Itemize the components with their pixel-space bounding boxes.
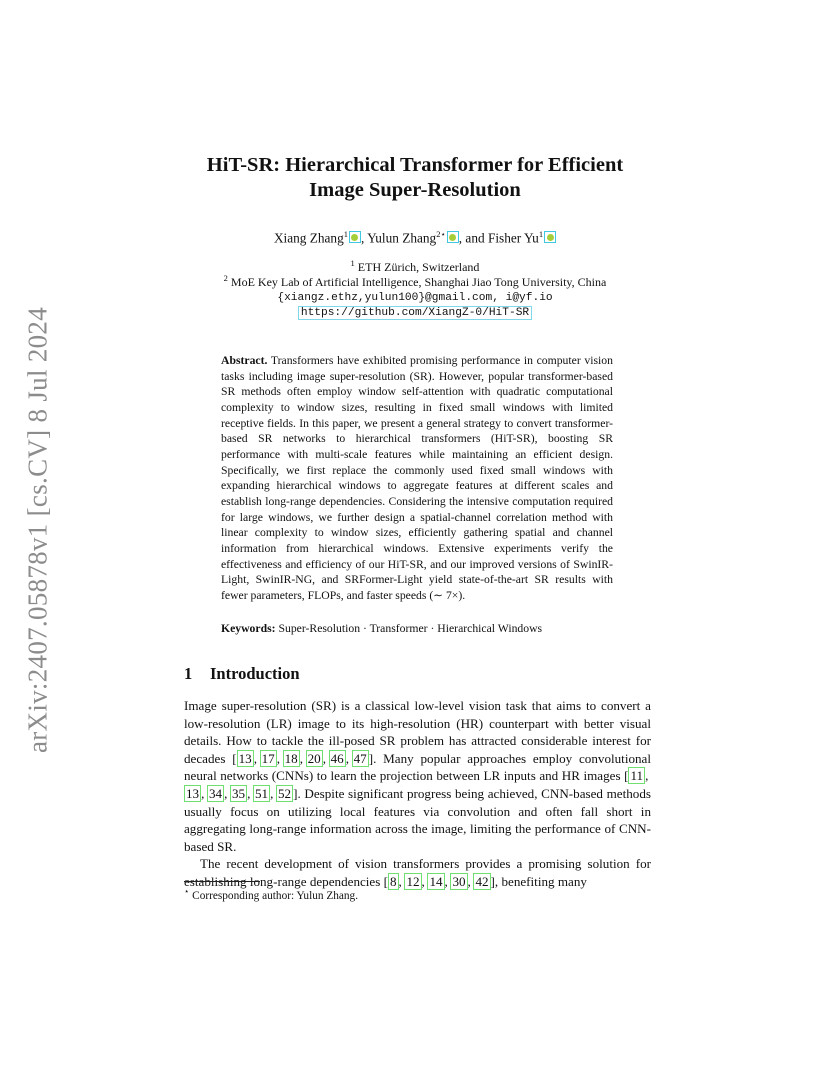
citation-link[interactable]: 30 xyxy=(452,873,466,889)
citation-link[interactable]: 35 xyxy=(232,785,246,801)
author-separator: , xyxy=(360,230,368,246)
citation-link[interactable]: 8 xyxy=(390,873,397,889)
citation-link[interactable]: 51 xyxy=(255,785,269,801)
abstract-text: Transformers have exhibited promising performance in computer vision tasks including image super-resolution (SR). However, popular transformer-based SR methods often employ window self-attention with quadratic computational complexity to window sizes, resulting in fixed small windows with limited receptive fields. In this paper, we present a general strategy to convert transformer-based SR networks to hierarchical transformers (HiT-SR), boosting SR performance with multi-scale features while maintaining an efficient design. Specifically, we first replace the commonly used fixed small windows with expanding hierarchical windows to aggregate features at different scales and establish long-range dependencies. Considering the intensive computation required for large windows, we further design a spatial-channel correlation method with linear complexity to window sizes, efficiently gathering spatial and channel information from hierarchical windows. Extensive experiments verify the effectiveness and efficiency of our HiT-SR, and our improved versions of SwinIR-Light, SwinIR-NG, and SRFormer-Light yield state-of-the-art SR results with fewer parameters, FLOPs, and faster speeds (∼ 7×). xyxy=(221,354,613,602)
paragraph-text: The recent development of vision transformers provides a promising solution for establishing long-range dependencies xyxy=(184,856,651,889)
citation-link[interactable]: 42 xyxy=(475,873,489,889)
code-url-line xyxy=(150,304,680,319)
citation-link[interactable]: 13 xyxy=(186,785,200,801)
paragraph-text: . Despite significant progress being achieved, CNN-based methods usually focus on utilizing local features via convolution and often fall short in aggregating long-range information across the image, limiting the performance of CNN-based SR. xyxy=(184,785,651,854)
author-separator: , and xyxy=(458,230,488,246)
footnote-mark: ⋆ xyxy=(184,886,190,896)
citation-link[interactable]: 17 xyxy=(261,750,275,766)
introduction-body xyxy=(184,697,651,891)
author-affil-mark: 2⋆ xyxy=(436,229,446,239)
keywords-label: Keywords: xyxy=(221,622,276,635)
author-name: Xiang Zhang xyxy=(273,230,344,246)
paragraph-2: The recent development of vision transformers provides a promising solution for establishing long-range dependencies [ 8 , 12 , 14 , 30 , 42 ], benefiting many xyxy=(184,856,651,889)
citation-link[interactable]: 46 xyxy=(330,750,344,766)
paper-title xyxy=(150,153,680,203)
footnote-text: Corresponding author: Yulun Zhang. xyxy=(192,889,359,902)
title-line-1: HiT-SR: Hierarchical Transformer for Efficient xyxy=(206,154,624,176)
keywords-text: Super-Resolution · Transformer · Hierarchical Windows xyxy=(278,622,543,635)
citation-link[interactable]: 52 xyxy=(278,785,292,801)
affiliation-2 xyxy=(150,273,680,290)
footnote xyxy=(184,886,358,902)
paragraph-text: . Many popular approaches employ convolutional neural networks (CNNs) to learn the projection between LR inputs and HR images xyxy=(184,750,651,784)
section-number: 1 xyxy=(184,664,193,683)
citation-link[interactable]: 14 xyxy=(429,873,443,889)
author-affil-mark: 1 xyxy=(343,229,348,239)
author-emails: {xiangz.ethz,yulun100}@gmail.com, i@yf.io xyxy=(277,292,553,304)
code-url-link[interactable]: https://github.com/XiangZ-0/HiT-SR xyxy=(298,306,532,320)
author-list xyxy=(150,229,680,246)
abstract-label: Abstract. xyxy=(221,354,268,367)
keywords-line xyxy=(221,622,621,635)
footnote-rule xyxy=(184,881,260,882)
orcid-icon[interactable] xyxy=(544,231,556,243)
paragraph-1: Image super-resolution (SR) is a classical low-level vision task that aims to convert a low-resolution (LR) image to its high-resolution (HR) counterpart with better visual details. How to tackle the ill-posed SR problem has attracted considerable interest for decades [ 13 , 17 , 18 , 20 , 46 , 47 ]. Many popular approaches employ convolutional neural networks (CNNs) to learn the projection between LR inputs and HR images [ 11 , 13 , 34 , 35 , 51 , 52 ]. Despite significant progress being achieved, CNN-based methods usually focus on utilizing local features via convolution and often fall short in aggregating long-range information across the image, limiting the performance of CNN-based SR. xyxy=(184,698,651,854)
author-name: Yulun Zhang xyxy=(367,230,437,246)
citation-link[interactable]: 13 xyxy=(238,750,252,766)
title-line-2: Image Super-Resolution xyxy=(309,179,521,201)
citation-link[interactable]: 47 xyxy=(353,750,367,766)
citation-link[interactable]: 34 xyxy=(209,785,223,801)
author-affil-mark: 1 xyxy=(538,229,544,239)
affil-mark: 2 xyxy=(223,273,228,283)
affil-mark: 1 xyxy=(350,258,355,268)
abstract-block xyxy=(221,353,613,604)
citation-link[interactable]: 18 xyxy=(284,750,298,766)
citation-link[interactable]: 12 xyxy=(406,873,420,889)
author-name: Fisher Yu xyxy=(487,230,539,246)
section-heading xyxy=(184,664,300,684)
paragraph-text: Image super-resolution (SR) is a classical low-level vision task that aims to convert a low-resolution (LR) image to its high-resolution (HR) counterpart with better visual details. How to tackle the ill-posed SR problem has attracted considerable interest for decades xyxy=(184,698,651,766)
affil-text: MoE Key Lab of Artificial Intelligence, Shanghai Jiao Tong University, China xyxy=(230,275,607,289)
orcid-icon[interactable] xyxy=(349,231,361,243)
paragraph-text: , benefiting many xyxy=(494,873,587,889)
arxiv-identifier-stamp xyxy=(20,300,56,760)
email-line xyxy=(150,289,680,304)
citation-link[interactable]: 11 xyxy=(630,768,644,784)
arxiv-id-text: arXiv:2407.05878v1 [cs.CV] 8 Jul 2024 xyxy=(22,306,53,754)
affil-text: ETH Zürich, Switzerland xyxy=(357,260,480,274)
orcid-icon[interactable] xyxy=(447,231,459,243)
citation-link[interactable]: 20 xyxy=(307,750,321,766)
section-title: Introduction xyxy=(210,664,300,683)
